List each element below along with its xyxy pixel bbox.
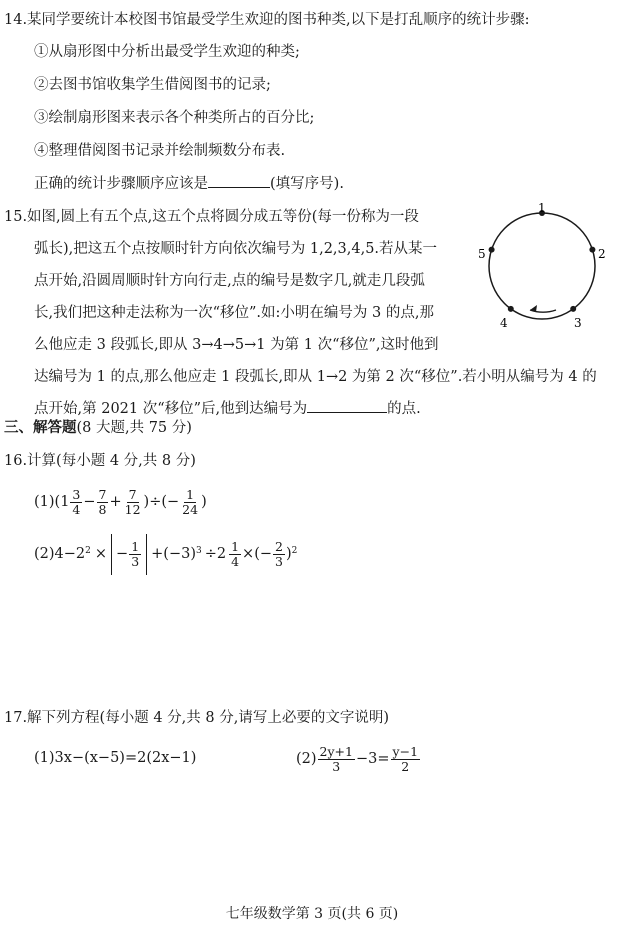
q16-2-abs-den: 3 <box>131 553 140 569</box>
label-2: 2 <box>598 247 606 261</box>
q16-2-frac <box>273 540 285 569</box>
q15-line-7 <box>34 399 421 419</box>
q16-2-b: +(−3) <box>151 546 196 562</box>
q16-1-open: (1)(1 <box>34 494 70 510</box>
page-footer: 七年级数学第 3 页(共 6 页) <box>225 906 399 922</box>
q16-2-mixed-frac <box>229 540 241 569</box>
q16-2-times: × <box>94 546 108 562</box>
q16-1-close: ) <box>201 494 207 510</box>
point-3 <box>570 306 576 312</box>
q15-line-6: 达编号为 1 的点,那么他应走 1 段弧长,即从 1→2 为第 2 次“移位”.若小明从编号为 4 的 <box>34 369 597 385</box>
q14-stem: 14.某同学要统计本校图书馆最受学生欢迎的图书种类,以下是打乱顺序的统计步骤: <box>4 12 530 28</box>
q16-2-e: ) <box>285 546 292 562</box>
q15-line-1: 15.如图,圆上有五个点,这五个点将圆分成五等份(每一份称为一段 <box>4 209 419 225</box>
q15-line-7-post: 的点. <box>387 401 421 417</box>
q16-1-op-2: + <box>109 494 122 510</box>
q14-question <box>34 174 344 194</box>
q16-2-abs-minus: − <box>116 546 129 562</box>
q14-step-4: ④整理借阅图书记录并绘制频数分布表. <box>34 143 286 159</box>
label-5: 5 <box>478 247 486 261</box>
point-2 <box>589 247 595 253</box>
label-1: 1 <box>538 201 546 215</box>
q17-2-frac-2-num: y−1 <box>392 743 419 759</box>
q16-2-d: ×(− <box>242 546 273 562</box>
q15-line-5: 么他应走 3 段弧长,即从 3→4→5→1 为第 1 次“移位”,这时他到 <box>34 337 439 353</box>
q16-2-b-exp: 3 <box>195 546 202 556</box>
q16-1-frac-1 <box>70 488 82 517</box>
q14-ask-pre: 正确的统计步骤顺序应该是 <box>34 176 208 192</box>
q14-step-2: ②去图书馆收集学生借阅图书的记录; <box>34 77 271 93</box>
q17-2-frac-1 <box>318 745 355 774</box>
q17-2-frac-2 <box>391 745 421 774</box>
q16-1-frac-2-num: 7 <box>98 486 107 502</box>
q16-1-frac-4 <box>180 488 200 517</box>
q16-1-frac-4-den: 24 <box>182 501 199 517</box>
q16-1-frac-3-den: 12 <box>124 501 141 517</box>
q14-step-1: ①从扇形图中分析出最受学生欢迎的种类; <box>34 44 300 60</box>
q16-2-a: (2)4−2 <box>34 546 86 562</box>
q17-equation-2 <box>296 740 421 778</box>
q16-problem-2 <box>34 532 297 576</box>
point-5 <box>489 247 495 253</box>
q16-2-c: ÷2 <box>204 546 227 562</box>
q15-line-2: 弧长),把这五个点按顺时针方向依次编号为 1,2,3,4,5.若从某一 <box>34 241 438 257</box>
q16-1-op-1: − <box>83 494 96 510</box>
q14-answer-blank[interactable] <box>208 187 270 188</box>
q17-2-mid: −3= <box>356 751 390 767</box>
q15-line-4: 长,我们把这种走法称为一次“移位”.如:小明在编号为 3 的点,那 <box>34 305 434 321</box>
q16-1-frac-4-num: 1 <box>186 486 195 502</box>
q17-2-frac-2-den: 2 <box>401 758 410 774</box>
q15-line-7-pre: 点开始,第 2021 次“移位”后,他到达编号为 <box>34 401 308 417</box>
circle-figure <box>472 200 618 332</box>
q17-2-frac-1-den: 3 <box>332 758 341 774</box>
q14-step-3: ③绘制扇形图来表示各个种类所占的百分比; <box>34 110 315 126</box>
q16-2-abs-frac <box>129 540 141 569</box>
q16-1-frac-2-den: 8 <box>98 501 107 517</box>
q14-ask-post: (填写序号). <box>270 176 344 192</box>
q16-heading: 16.计算(每小题 4 分,共 8 分) <box>4 453 196 469</box>
circle-outline <box>489 213 595 319</box>
section-note: (8 大题,共 75 分) <box>76 420 192 436</box>
q16-2-a-exp: 2 <box>85 546 91 556</box>
q16-2-e-exp: 2 <box>291 546 298 556</box>
section-title: 三、解答题 <box>4 419 77 436</box>
q16-problem-1 <box>34 484 207 520</box>
q16-2-frac-num: 2 <box>275 538 283 554</box>
section-heading <box>4 418 192 438</box>
q16-2-abs <box>111 534 147 575</box>
q15-answer-blank[interactable] <box>307 412 387 413</box>
q16-1-frac-3-num: 7 <box>128 486 137 502</box>
q16-1-frac-3 <box>123 488 143 517</box>
q16-1-frac-2 <box>97 488 109 517</box>
label-4: 4 <box>500 316 508 330</box>
q17-equation-1: (1)3x−(x−5)=2(2x−1) <box>34 750 197 766</box>
q15-line-3: 点开始,沿圆周顺时针方向行走,点的编号是数字几,就走几段弧 <box>34 273 425 289</box>
q16-2-mixed-den: 4 <box>231 553 240 569</box>
q17-heading: 17.解下列方程(每小题 4 分,共 8 分,请写上必要的文字说明) <box>4 710 389 726</box>
label-3: 3 <box>574 316 582 330</box>
q16-1-frac-1-den: 4 <box>72 501 81 517</box>
point-4 <box>508 306 514 312</box>
q17-2-pre: (2) <box>296 751 317 767</box>
q16-2-mixed-num: 1 <box>231 538 240 554</box>
q16-1-frac-1-num: 3 <box>72 486 81 502</box>
q16-1-mid: )÷(− <box>143 494 180 510</box>
q17-2-frac-1-num: 2y+1 <box>319 743 353 759</box>
q16-2-abs-num: 1 <box>131 538 140 554</box>
q16-2-frac-den: 3 <box>275 553 283 569</box>
